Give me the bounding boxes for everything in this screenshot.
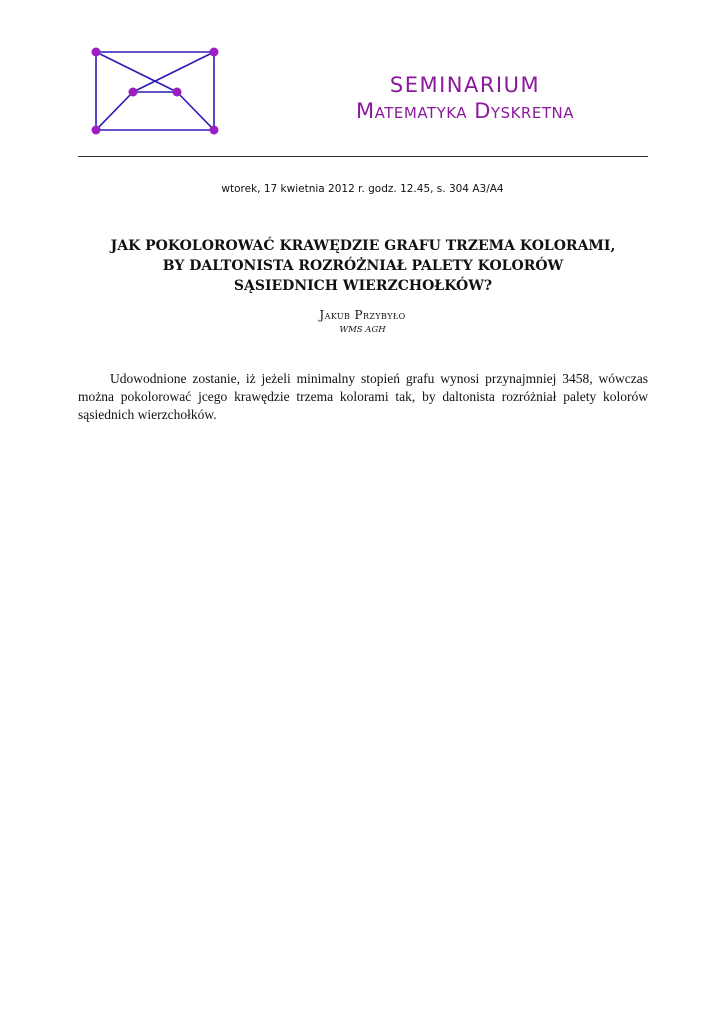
speaker-affiliation: WMS AGH xyxy=(339,325,386,335)
graph-vertex xyxy=(92,48,101,57)
graph-edge xyxy=(96,52,177,92)
graph-edge xyxy=(177,92,214,130)
talk-title-line: BY DALTONISTA ROZRÓŻNIAŁ PALETY KOLORÓW xyxy=(162,258,564,274)
speaker-name: Jakub Przybyło xyxy=(319,308,406,322)
graph-vertex xyxy=(210,126,219,135)
series-title-line1: SEMINARIUM xyxy=(389,73,541,97)
graph-vertex xyxy=(210,48,219,57)
series-title-line2: Matematyka Dyskretna xyxy=(356,99,574,123)
graph-vertex xyxy=(92,126,101,135)
header-divider xyxy=(78,156,648,157)
seminar-graph-logo xyxy=(86,42,226,142)
graph-vertices xyxy=(92,48,219,135)
talk-title-line: JAK POKOLOROWAĆ KRAWĘDZIE GRAFU TRZEMA KOLORAMI, xyxy=(110,238,616,254)
graph-vertex xyxy=(129,88,138,97)
seminar-series-title xyxy=(300,72,630,124)
graph-edges xyxy=(96,52,214,130)
talk-title xyxy=(78,236,648,296)
date-time-room: wtorek, 17 kwietnia 2012 r. godz. 12.45, s. 304 A3/A4 xyxy=(221,183,504,195)
talk-abstract: Udowodnione zostanie, iż jeżeli minimalny stopień grafu wynosi przynajmniej 3458, wówczas można pokolorować jcego krawędzie trzema kolorami tak, by daltonista rozróżniał palety kolorów sąsiednich wierzchołków. xyxy=(78,371,648,422)
graph-edge xyxy=(133,52,214,92)
talk-title-line: SĄSIEDNICH WIERZCHOŁKÓW? xyxy=(233,278,493,294)
graph-vertex xyxy=(173,88,182,97)
graph-edge xyxy=(96,92,133,130)
